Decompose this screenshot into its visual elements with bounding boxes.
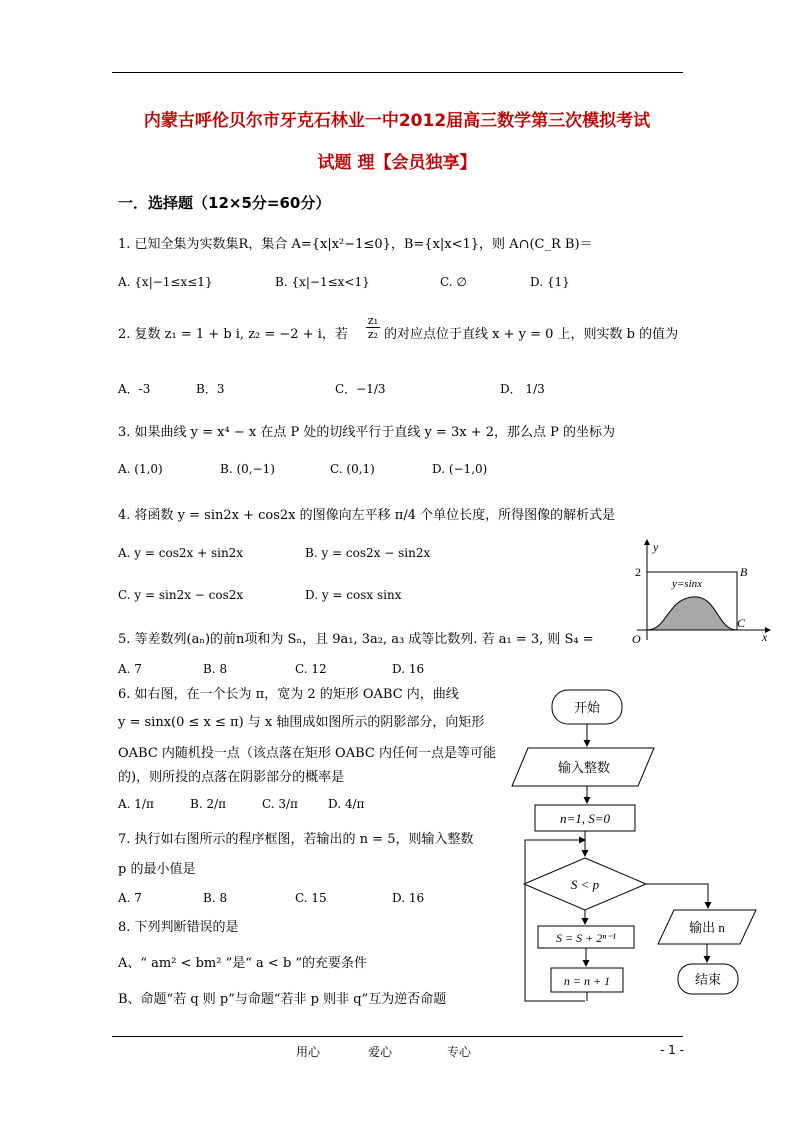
q3-option-c: C. (0,1) [330, 462, 375, 476]
q7-option-a: A. 7 [118, 891, 142, 905]
q5-option-d: D. 16 [392, 662, 425, 676]
question-6-line-3: OABC 内随机投一点（该点落在矩形 OABC 内任何一点是等可能 [118, 746, 496, 761]
update-S-label: S = S + 2ⁿ⁻¹ [556, 931, 616, 945]
point-B-label: B [740, 565, 748, 579]
q7-option-d: D. 16 [392, 891, 425, 905]
q5-option-a: A. 7 [118, 662, 142, 676]
footer-word-1: 用心 [296, 1045, 321, 1059]
q1-option-b: B. {x|−1≤x<1} [275, 275, 370, 289]
q6-option-b: B. 2/π [190, 797, 227, 811]
sine-area-graph [622, 535, 782, 645]
q3-option-b: B. (0,−1) [220, 462, 275, 476]
y-axis-label: y [653, 540, 659, 554]
question-2-stem-b: 的对应点位于直线 x + y = 0 上，则实数 b 的值为 [384, 327, 679, 342]
footer-word-3: 专心 [447, 1045, 472, 1059]
tick-2-label: 2 [635, 565, 641, 579]
x-axis-label: x [762, 630, 768, 644]
q6-option-c: C. 3/π [262, 797, 298, 811]
q2-option-a: A．-3 [118, 382, 151, 396]
q1-option-d: D. {1} [530, 275, 570, 289]
q3-option-a: A. (1,0) [118, 462, 163, 476]
q4-option-a: A. y = cos2x + sin2x [118, 546, 244, 560]
q1-option-a: A. {x|−1≤x≤1} [118, 275, 213, 289]
q7-option-c: C. 15 [295, 891, 327, 905]
q4-option-d: D. y = cosx sinx [305, 588, 402, 602]
q5-option-b: B. 8 [203, 662, 228, 676]
q2-option-b: B．3 [196, 382, 225, 396]
shaded-region [647, 597, 737, 630]
q3-option-d: D. (−1,0) [432, 462, 488, 476]
question-2-stem-a: 2. 复数 z₁ = 1 + b i, z₂ = −2 + i，若 [118, 327, 348, 342]
page-number: - 1 - [660, 1043, 684, 1057]
q6-option-a: A. 1/π [118, 797, 154, 811]
q1-option-c: C. ∅ [440, 275, 467, 289]
q7-option-b: B. 8 [203, 891, 228, 905]
output-label: 输出 n [689, 920, 725, 935]
question-6-line-2: y = sinx(0 ≤ x ≤ π) 与 x 轴围成如图所示的阴影部分，向矩形 [118, 715, 485, 730]
q2-option-d: D． 1/3 [500, 382, 545, 396]
q2-option-c: C．−1/3 [335, 382, 386, 396]
q2-fraction-numerator: z₁ [367, 314, 379, 327]
q4-option-c: C. y = sin2x − cos2x [118, 588, 244, 602]
q5-option-c: C. 12 [295, 662, 327, 676]
page-title: 内蒙古呼伦贝尔市牙克石林业一中2012届高三数学第三次模拟考试 [143, 111, 651, 131]
q2-fraction-denominator: z₂ [367, 328, 379, 341]
q8-option-b: B、命题“若 q 则 p”与命题“若非 p 则非 q”互为逆否命题 [118, 992, 447, 1007]
question-8-stem: 8. 下列判断错误的是 [118, 920, 239, 935]
q4-option-b: B. y = cos2x − sin2x [305, 546, 431, 560]
section-heading: 一．选择题（12×5分=60分） [118, 194, 331, 212]
curve-label: y=sinx [672, 578, 703, 590]
start-label: 开始 [573, 700, 601, 715]
footer-word-2: 爱心 [368, 1045, 393, 1059]
question-5-stem: 5. 等差数列(aₙ)的前n项和为 Sₙ，且 9a₁, 3a₂, a₃ 成等比数列. 若 a₁ = 3, 则 S₄ = [118, 632, 594, 647]
question-3-stem: 3. 如果曲线 y = x⁴ − x 在点 P 处的切线平行于直线 y = 3x + 2，那么点 P 的坐标为 [118, 425, 616, 440]
footer-rule [112, 1036, 683, 1037]
condition-label: S < p [570, 877, 600, 892]
end-label: 结束 [694, 972, 722, 987]
question-7-line-1: 7. 执行如右图所示的程序框图，若输出的 n = 5，则输入整数 [118, 832, 474, 847]
question-1-stem: 1. 已知全集为实数集R，集合 A={x|x²−1≤0}，B={x|x<1}，则 A∩(C_R B)＝ [118, 237, 593, 252]
update-n-label: n = n + 1 [563, 974, 611, 988]
program-flowchart [508, 688, 770, 1018]
question-6-line-4: 的)，则所投的点落在阴影部分的概率是 [118, 770, 345, 785]
q8-option-a: A、“ am² < bm² ”是“ a < b ”的充要条件 [118, 956, 368, 971]
top-rule [112, 72, 683, 73]
page-subtitle: 试题 理【会员独享】 [317, 153, 477, 173]
question-7-line-2: p 的最小值是 [118, 862, 196, 877]
input-label: 输入整数 [557, 760, 611, 775]
init-label: n=1, S=0 [559, 811, 611, 826]
question-6-line-1: 6. 如右图，在一个长为 π，宽为 2 的矩形 OABC 内，曲线 [118, 687, 459, 702]
q2-fraction [366, 314, 380, 341]
question-4-stem: 4. 将函数 y = sin2x + cos2x 的图像向左平移 π/4 个单位长度，所得图像的解析式是 [118, 508, 616, 523]
exit-line [646, 884, 708, 908]
q6-option-d: D. 4/π [328, 797, 365, 811]
origin-label: O [632, 632, 641, 645]
point-C-label: C [737, 616, 746, 630]
